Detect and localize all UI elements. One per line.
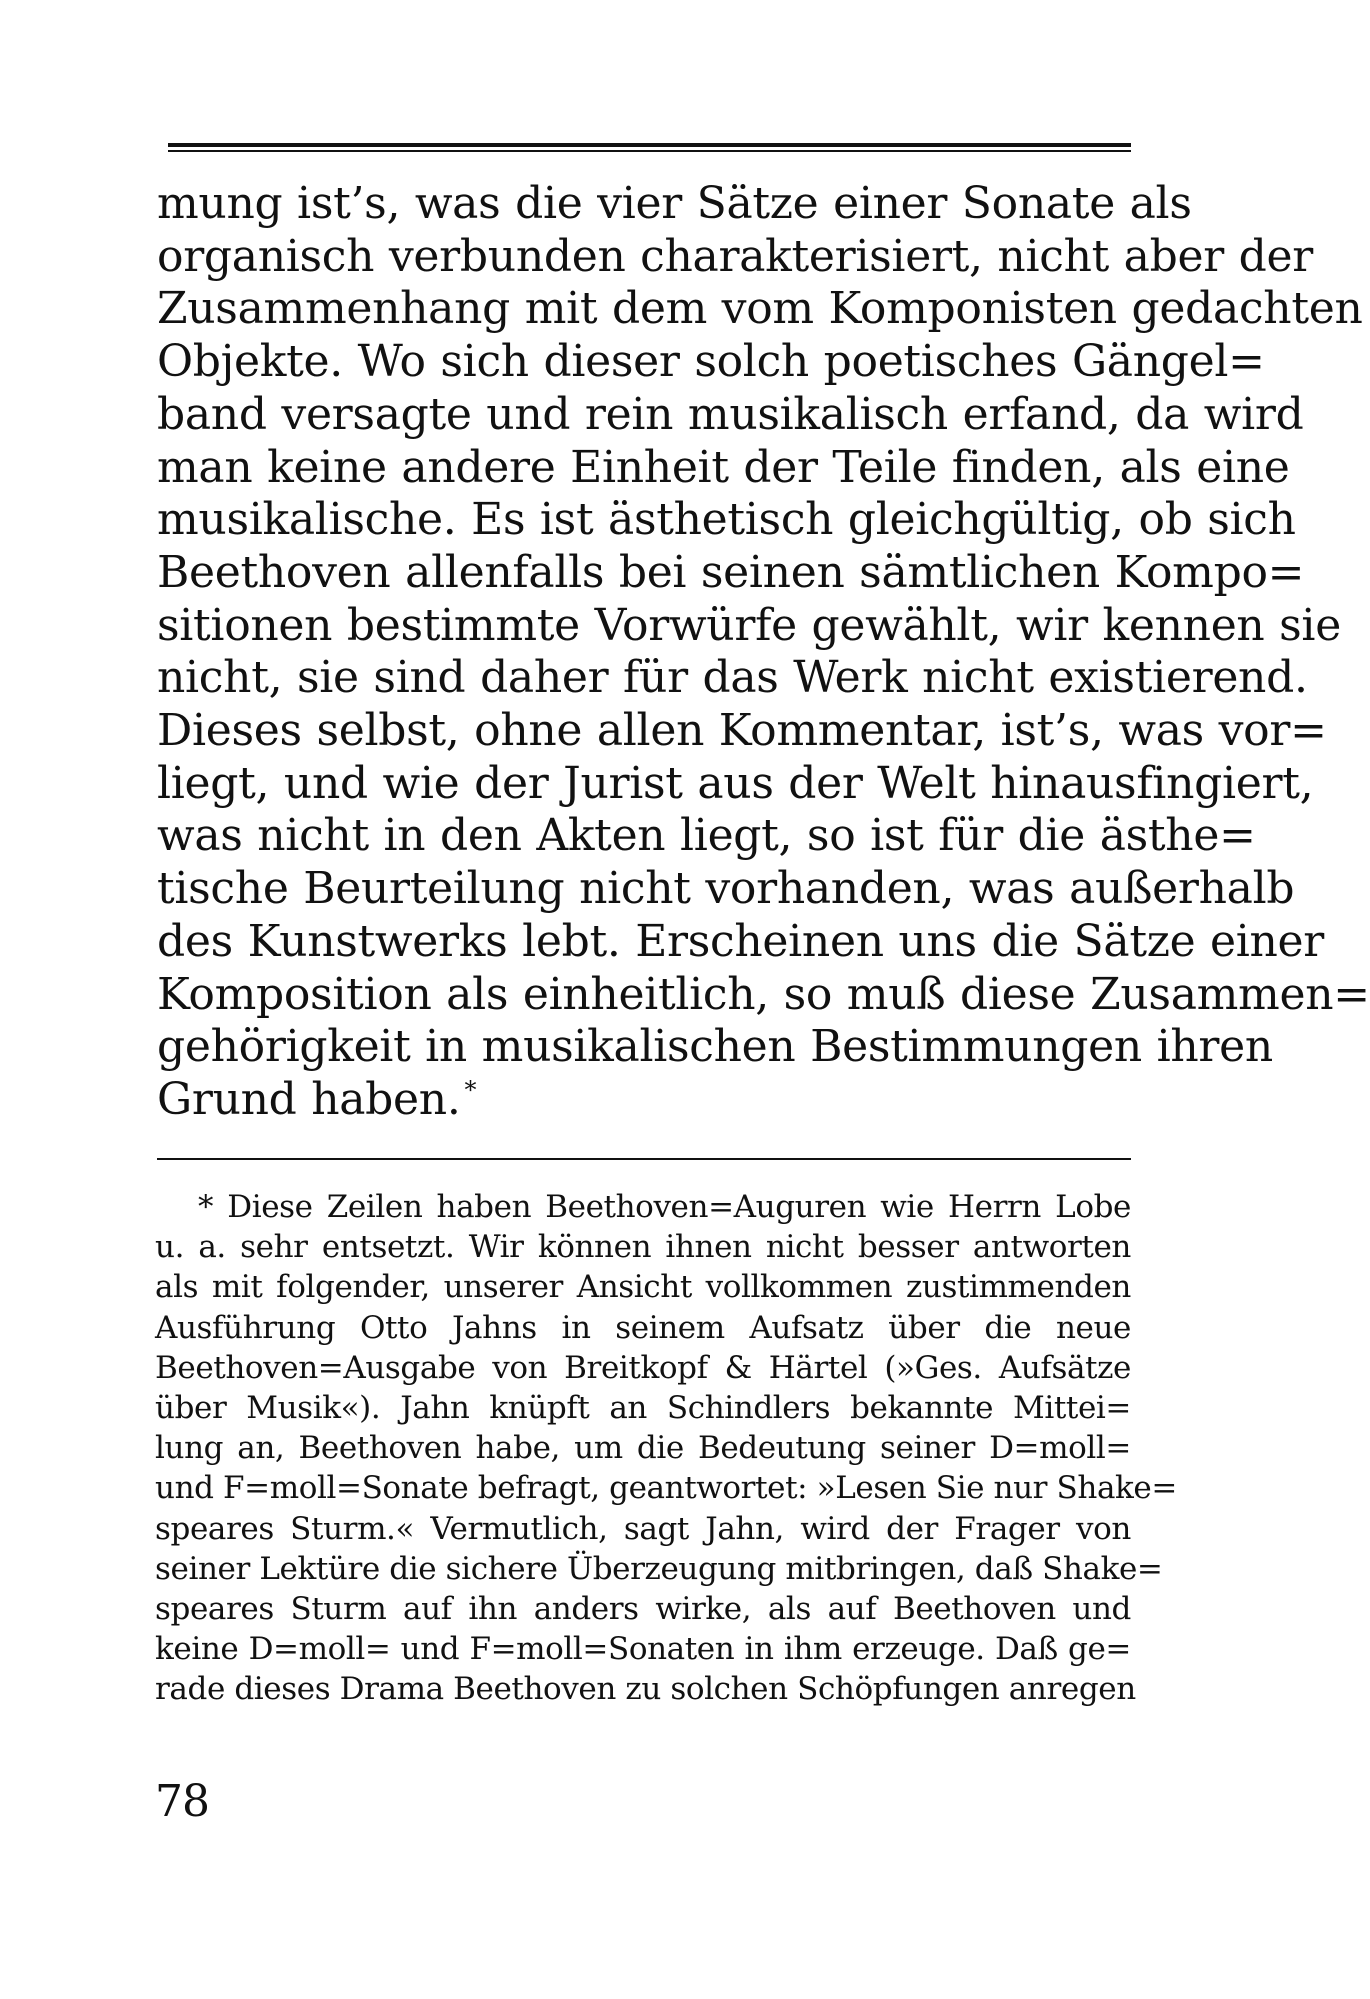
main-text-block — [157, 178, 1370, 1127]
footnote-reference-marker: * — [464, 1076, 477, 1105]
main-text-line-12: liegt, und wie der Jurist aus der Welt hinausfingiert, — [157, 757, 1314, 809]
main-text-final-words: Grund haben. — [157, 1073, 461, 1125]
main-text-line-6: man keine andere Einheit der Teile finden, als eine — [157, 441, 1290, 493]
main-text-line-7: musikalische. Es ist ästhetisch gleichgültig, ob sich — [157, 494, 1296, 546]
main-text-line-18 — [157, 1074, 1131, 1127]
top-rule — [168, 143, 1131, 152]
footnote-line-5: Beethoven=Ausgabe von Breitkopf & Härtel (»Ges. Aufsätze — [155, 1349, 1131, 1386]
footnote-line-10: seiner Lektüre die sichere Überzeugung mitbringen, daß Shake= — [155, 1550, 1163, 1587]
footnote-line-8: und F=moll=Sonate befragt, geantwortet: »Lesen Sie nur Shake= — [155, 1470, 1177, 1507]
footnote-line-11: speares Sturm auf ihn anders wirke, als auf Beethoven und — [155, 1591, 1131, 1628]
main-text-line-3: Zusammenhang mit dem vom Komponisten gedachten — [157, 283, 1363, 335]
main-text-line-14: tische Beurteilung nicht vorhanden, was außerhalb — [157, 863, 1295, 915]
footnote-line-6: über Musik«). Jahn knüpft an Schindlers bekannte Mittei= — [155, 1390, 1131, 1427]
footnote-line-12: keine D=moll= und F=moll=Sonaten in ihm erzeuge. Daß ge= — [155, 1631, 1131, 1668]
footnote-line-7: lung an, Beethoven habe, um die Bedeutung seiner D=moll= — [155, 1430, 1131, 1467]
main-text-line-16: Komposition als einheitlich, so muß diese Zusammen= — [157, 968, 1370, 1020]
footnote-line-3: als mit folgender, unserer Ansicht vollkommen zustimmenden — [155, 1269, 1131, 1306]
main-text-line-10: nicht, sie sind daher für das Werk nicht existierend. — [157, 652, 1308, 704]
main-text-line-9: sitionen bestimmte Vorwürfe gewählt, wir kennen sie — [157, 599, 1341, 651]
main-text-line-8: Beethoven allenfalls bei seinen sämtlichen Kompo= — [157, 546, 1305, 598]
footnote-line-1: * Diese Zeilen haben Beethoven=Auguren wie Herrn Lobe — [198, 1189, 1131, 1225]
main-text-line-11: Dieses selbst, ohne allen Kommentar, ist’s, was vor= — [157, 705, 1327, 757]
main-text-line-5: band versagte und rein musikalisch erfand, da wird — [157, 388, 1304, 440]
footnote-separator-rule — [157, 1158, 1131, 1160]
main-text-line-17: gehörigkeit in musikalischen Bestimmungen ihren — [157, 1021, 1273, 1073]
footnote-line-13: rade dieses Drama Beethoven zu solchen Schöpfungen anregen — [155, 1671, 1136, 1708]
page-number: 78 — [155, 1776, 209, 1827]
main-text-line-1: mung ist’s, was die vier Sätze einer Sonate als — [157, 178, 1192, 229]
footnote-line-4: Ausführung Otto Jahns in seinem Aufsatz über die neue — [155, 1309, 1131, 1346]
footnote-line-2: u. a. sehr entsetzt. Wir können ihnen nicht besser antworten — [155, 1229, 1131, 1266]
footnote-block — [155, 1187, 1177, 1710]
main-text-line-4: Objekte. Wo sich dieser solch poetisches Gängel= — [157, 336, 1265, 388]
footnote-line-9: speares Sturm.« Vermutlich, sagt Jahn, wird der Frager von — [155, 1510, 1131, 1547]
main-text-line-15: des Kunstwerks lebt. Erscheinen uns die Sätze einer — [157, 915, 1325, 967]
main-text-line-13: was nicht in den Akten liegt, so ist für die ästhe= — [157, 810, 1256, 862]
main-text-line-2: organisch verbunden charakterisiert, nicht aber der — [157, 230, 1313, 282]
